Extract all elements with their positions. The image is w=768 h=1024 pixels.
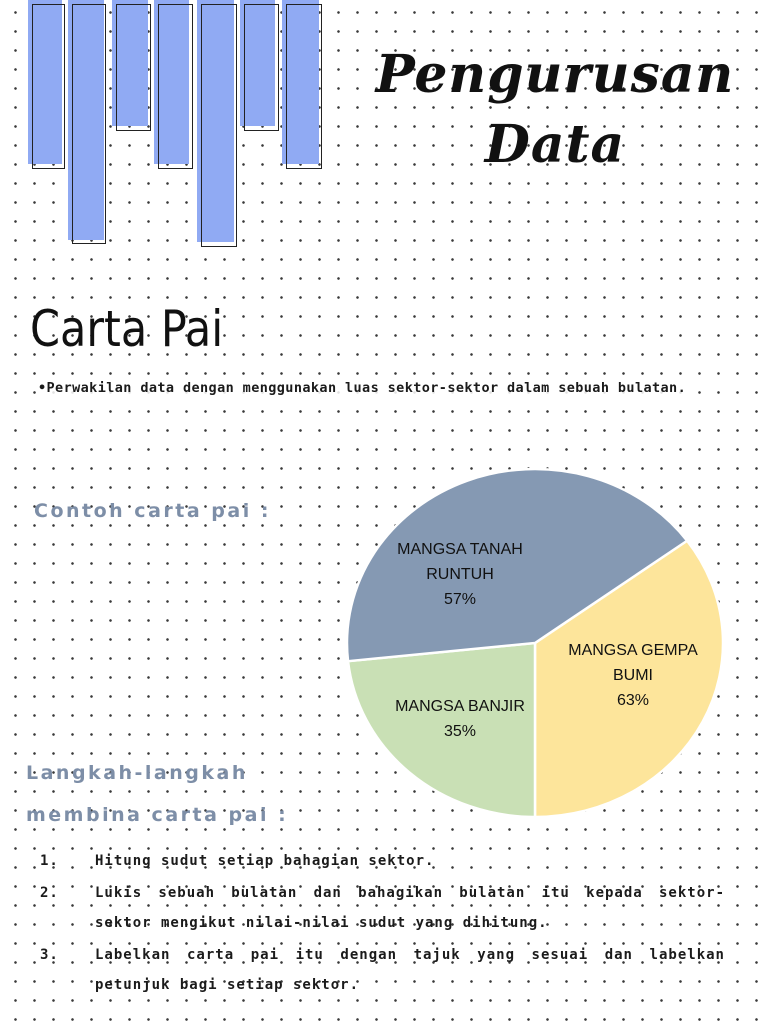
step-text: Labelkan carta pai itu dengan tajuk yang sesuai dan labelkan petunjuk bagi setiap sektor.	[95, 947, 725, 993]
pie-label-banjir	[375, 694, 545, 744]
pie-label-text: RUNTUH	[426, 566, 494, 583]
deco-bar-4	[154, 0, 194, 170]
steps-heading-line1: Langkah-langkah	[26, 762, 248, 784]
pie-value-label: 35%	[443, 723, 477, 740]
list-item	[40, 846, 725, 876]
deco-bar-6	[240, 0, 280, 132]
pie-label-gempa-bumi	[548, 638, 718, 713]
pie-label-text: MANGSA BANJIR	[395, 698, 525, 715]
page-title	[360, 40, 750, 180]
pie-label-text: MANGSA TANAH	[397, 541, 523, 558]
step-text: Hitung sudut setiap bahagian sektor.	[95, 853, 435, 869]
pie-value-label: 57%	[443, 591, 477, 608]
deco-bar-2	[68, 0, 108, 245]
pie-value-label: 63%	[616, 692, 650, 709]
step-text: Lukis sebuah bulatan dan bahagikan bulatan itu kepada sektor-sektor mengikut nilai-nilai sudut yang dihitung.	[95, 885, 725, 931]
definition-text	[38, 372, 744, 404]
deco-bar-5	[197, 0, 239, 248]
page-title-line1: Pengurusan	[375, 44, 735, 105]
pie-chart	[340, 460, 740, 830]
definition-bullet: •Perwakilan data dengan menggunakan luas sektor-sektor dalam sebuah bulatan.	[38, 380, 687, 396]
example-heading: Contoh carta pai :	[34, 500, 271, 522]
pie-label-text: BUMI	[613, 667, 653, 684]
list-item	[40, 878, 725, 938]
steps-heading-line2: membina carta pai :	[26, 804, 289, 826]
deco-bar-3	[112, 0, 152, 132]
list-item	[40, 940, 725, 1000]
step-number: 3.	[40, 947, 59, 963]
deco-bar-1	[28, 0, 66, 170]
step-number: 2.	[40, 885, 59, 901]
pie-label-text: MANGSA GEMPA	[568, 642, 698, 659]
step-number: 1.	[40, 853, 59, 869]
section-title: Carta Pai	[30, 300, 224, 358]
pie-label-tanah-runtuh	[390, 537, 530, 612]
deco-bar-7	[282, 0, 324, 170]
steps-list	[40, 846, 725, 1002]
page-title-line2: Data	[484, 114, 626, 175]
